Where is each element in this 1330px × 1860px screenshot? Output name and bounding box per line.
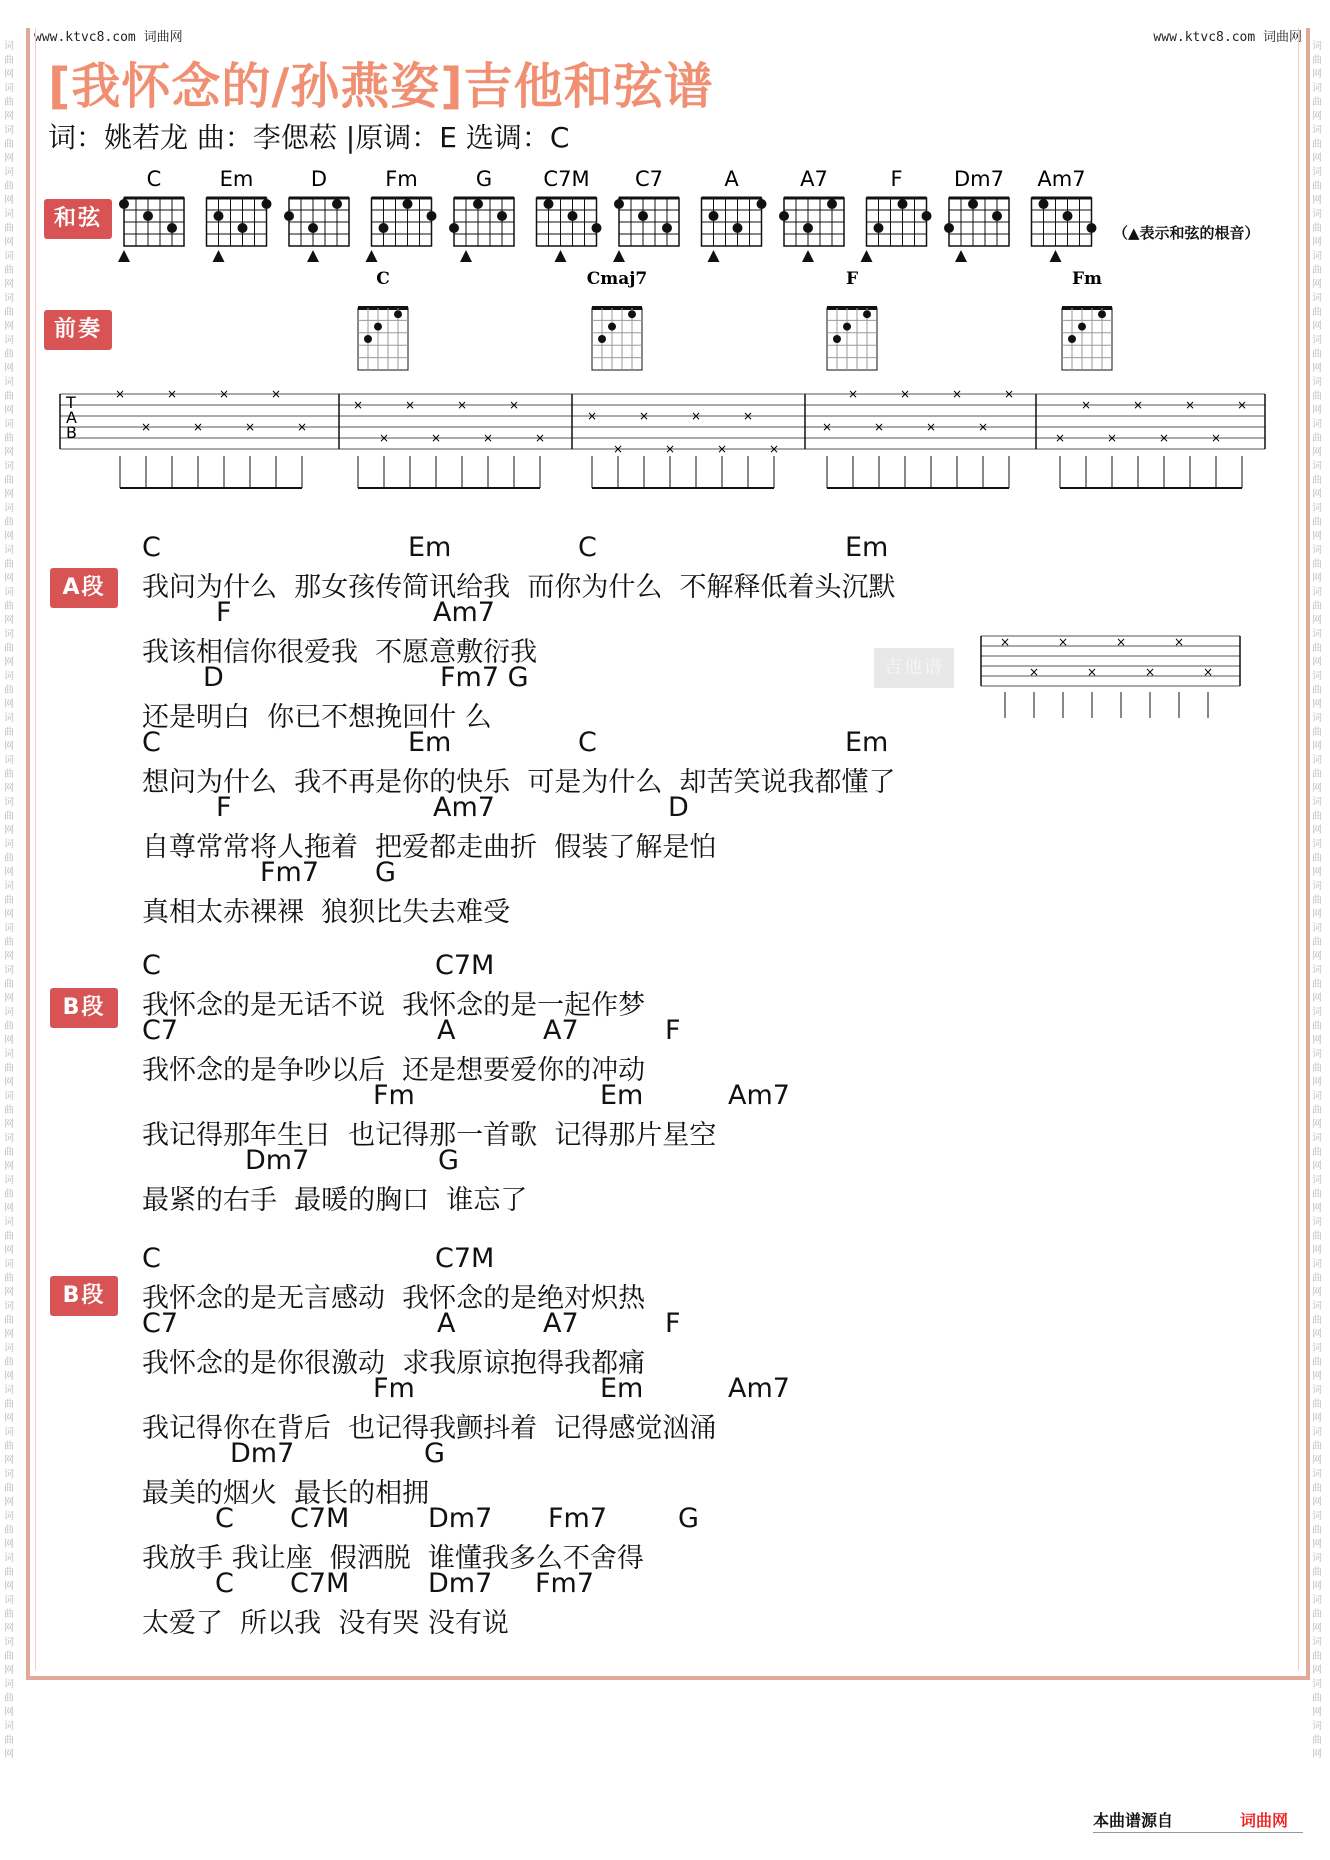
- tab-note: ×: [768, 442, 780, 456]
- tab-note: ×: [586, 409, 598, 423]
- finger-dot: [803, 223, 813, 233]
- strum-pattern-tab: [975, 628, 1245, 728]
- finger-dot: [608, 323, 616, 331]
- finger-dot: [284, 211, 294, 221]
- finger-dot: [364, 335, 372, 343]
- lyric-line: 我怀念的是无话不说 我怀念的是一起作梦: [142, 990, 646, 1021]
- chord-diagram: [284, 167, 349, 262]
- finger-dot: [262, 199, 272, 209]
- tab-note: ×: [690, 409, 702, 423]
- lyric-line: 我记得那年生日 也记得那一首歌 记得那片星空: [142, 1120, 717, 1151]
- chord-diagram: [861, 167, 932, 262]
- tab-note: ×: [352, 398, 364, 412]
- chord-label: Dm7: [428, 1503, 493, 1534]
- chord-label: Em: [600, 1080, 644, 1111]
- chord-diagram: [537, 167, 602, 262]
- tag-section-a: A段: [50, 568, 118, 608]
- chord-label: Fm7 G: [440, 662, 529, 693]
- chord-name: A: [724, 167, 739, 191]
- tab-note: ×: [378, 431, 390, 445]
- finger-dot: [308, 223, 318, 233]
- finger-dot: [944, 223, 954, 233]
- finger-dot: [598, 335, 606, 343]
- finger-dot: [628, 310, 636, 318]
- tab-clef: A: [66, 408, 77, 427]
- chord-name: Dm7: [954, 167, 1004, 191]
- tab-note: ×: [1132, 398, 1144, 412]
- lyric-line: 我放手 我让座 假洒脱 谁懂我多么不舍得: [142, 1543, 644, 1574]
- chord-label: C7M: [290, 1568, 350, 1599]
- chord-label: Am7: [433, 792, 495, 823]
- tab-note: ×: [1202, 665, 1214, 679]
- chord-label: C: [215, 1568, 234, 1599]
- intro-chord-name: F: [845, 269, 859, 289]
- finger-dot: [374, 323, 382, 331]
- tab-note: ×: [716, 442, 728, 456]
- tag-section-b-repeat: B段: [50, 1276, 118, 1316]
- chord-name: D: [310, 167, 328, 191]
- lyric-line: 还是明白 你已不想挽回什 么: [142, 702, 492, 733]
- tab-note: ×: [1236, 398, 1248, 412]
- tab-note: ×: [1003, 387, 1015, 401]
- chord-name: C: [146, 167, 162, 191]
- intro-chord-name: Cmaj7: [586, 269, 648, 289]
- finger-dot: [473, 199, 483, 209]
- chord-label: A7: [543, 1015, 579, 1046]
- header-site-right: www.ktvc8.com 词曲网: [1153, 30, 1302, 45]
- chord-label: F: [665, 1015, 681, 1046]
- chord-label: Fm7: [548, 1503, 608, 1534]
- finger-dot: [827, 199, 837, 209]
- tab-note: ×: [664, 442, 676, 456]
- chord-label: Fm: [373, 1080, 415, 1111]
- chord-label: C: [142, 727, 161, 758]
- finger-dot: [1078, 323, 1086, 331]
- chord-label: C7: [142, 1015, 179, 1046]
- chord-label: Em: [408, 727, 452, 758]
- finger-dot: [662, 223, 672, 233]
- chord-label: Dm7: [245, 1145, 310, 1176]
- chord-name: Em: [219, 167, 254, 191]
- chord-label: C: [215, 1503, 234, 1534]
- finger-dot: [757, 199, 767, 209]
- finger-dot: [1098, 310, 1106, 318]
- finger-dot: [143, 211, 153, 221]
- chord-label: C7M: [435, 950, 495, 981]
- finger-dot: [427, 211, 437, 221]
- tab-note: ×: [1173, 635, 1185, 649]
- tab-note: ×: [1080, 398, 1092, 412]
- tab-note: ×: [244, 420, 256, 434]
- finger-dot: [238, 223, 248, 233]
- chord-diagram: [366, 167, 437, 262]
- chord-name: C7M: [543, 167, 590, 191]
- tab-note: ×: [404, 398, 416, 412]
- finger-dot: [833, 335, 841, 343]
- finger-dot: [709, 211, 719, 221]
- chord-label: C: [578, 532, 597, 563]
- chord-label: A7: [543, 1308, 579, 1339]
- lyric-line: 自尊常常将人拖着 把爱都走曲折 假装了解是怕: [142, 832, 717, 863]
- intro-chord-diagram: [1062, 269, 1112, 370]
- finger-dot: [1063, 211, 1073, 221]
- finger-dot: [779, 211, 789, 221]
- finger-dot: [968, 199, 978, 209]
- chord-label: D: [203, 662, 224, 693]
- chord-label: C: [142, 950, 161, 981]
- chord-label: Fm: [373, 1373, 415, 1404]
- chord-label: Dm7: [230, 1438, 295, 1469]
- tab-note: ×: [296, 420, 308, 434]
- chord-label: C: [142, 1243, 161, 1274]
- tab-note: ×: [166, 387, 178, 401]
- chord-label: C: [142, 532, 161, 563]
- chord-label: G: [424, 1438, 445, 1469]
- finger-dot: [638, 211, 648, 221]
- finger-dot: [898, 199, 908, 209]
- finger-dot: [332, 199, 342, 209]
- page-title: [我怀念的/孙燕姿]吉他和弦谱: [48, 58, 714, 115]
- finger-dot: [1087, 223, 1097, 233]
- tab-note: ×: [1144, 665, 1156, 679]
- tab-note: ×: [1028, 665, 1040, 679]
- lyric-line: 我记得你在背后 也记得我颤抖着 记得感觉汹涌: [142, 1413, 717, 1444]
- tab-note: ×: [482, 431, 494, 445]
- intro-chord-name: C: [376, 269, 390, 289]
- chord-diagram: [702, 167, 767, 262]
- lyric-line: 我怀念的是无言感动 我怀念的是绝对炽热: [142, 1283, 646, 1314]
- tab-note: ×: [638, 409, 650, 423]
- lyric-line: 我怀念的是你很激动 求我原谅抱得我都痛: [142, 1348, 646, 1379]
- chord-diagram: [118, 167, 184, 262]
- tab-note: ×: [1057, 635, 1069, 649]
- chord-label: Fm7: [260, 857, 320, 888]
- tab-watermark: 吉他谱: [874, 648, 954, 688]
- tab-note: ×: [456, 398, 468, 412]
- intro-chord-diagram: [358, 269, 408, 370]
- finger-dot: [394, 310, 402, 318]
- chord-diagram: [449, 167, 514, 262]
- chord-diagram: [207, 167, 272, 262]
- tag-intro: 前奏: [44, 310, 112, 350]
- finger-dot: [1039, 199, 1049, 209]
- tab-note: ×: [140, 420, 152, 434]
- chord-label: Em: [845, 532, 889, 563]
- side-watermark-left: 词曲网词曲网词曲网词曲网词曲网词曲网词曲网词曲网词曲网词曲网词曲网词曲网词曲网词曲网词曲网词曲网词曲网词曲网词曲网词曲网词曲网词曲网词曲网词曲网词曲网词曲网词曲网词曲网词曲网词曲网词曲网词曲网词曲网词曲网词曲网词曲网词曲网词曲网词曲网词曲网词曲网: [4, 41, 14, 1760]
- chord-name: Am7: [1037, 167, 1086, 191]
- chord-name: A7: [800, 167, 828, 191]
- lyric-line: 我问为什么 那女孩传简讯给我 而你为什么 不解释低着头沉默: [142, 572, 896, 603]
- footer-source: 本曲谱源自: [1093, 1811, 1174, 1830]
- finger-dot: [119, 199, 129, 209]
- chord-label: Am7: [728, 1080, 790, 1111]
- finger-dot: [592, 223, 602, 233]
- lyric-line: 想问为什么 我不再是你的快乐 可是为什么 却苦笑说我都懂了: [142, 767, 896, 798]
- tab-note: ×: [1106, 431, 1118, 445]
- intro-tab: [0, 260, 1330, 510]
- chord-diagram: [779, 167, 844, 262]
- tab-note: ×: [192, 420, 204, 434]
- tab-note: ×: [1115, 635, 1127, 649]
- tag-section-b: B段: [50, 988, 118, 1028]
- lyric-line: 我该相信你很爱我 不愿意敷衍我: [142, 637, 538, 668]
- tab-note: ×: [430, 431, 442, 445]
- tab-note: ×: [1184, 398, 1196, 412]
- finger-dot: [568, 211, 578, 221]
- finger-dot: [614, 199, 624, 209]
- footer-rule: [1093, 1832, 1303, 1833]
- chord-label: Am7: [728, 1373, 790, 1404]
- lyric-line: 我怀念的是争吵以后 还是想要爱你的冲动: [142, 1055, 646, 1086]
- side-watermark-right: 词曲网词曲网词曲网词曲网词曲网词曲网词曲网词曲网词曲网词曲网词曲网词曲网词曲网词曲网词曲网词曲网词曲网词曲网词曲网词曲网词曲网词曲网词曲网词曲网词曲网词曲网词曲网词曲网词曲网词曲网词曲网词曲网词曲网词曲网词曲网词曲网词曲网词曲网词曲网词曲网词曲网: [1312, 41, 1322, 1760]
- tab-note: ×: [847, 387, 859, 401]
- finger-dot: [733, 223, 743, 233]
- intro-chord-diagram: [827, 269, 877, 370]
- chord-label: F: [665, 1308, 681, 1339]
- finger-dot: [863, 310, 871, 318]
- tab-note: ×: [742, 409, 754, 423]
- finger-dot: [497, 211, 507, 221]
- chord-label: F: [216, 792, 232, 823]
- tab-note: ×: [270, 387, 282, 401]
- tab-note: ×: [873, 420, 885, 434]
- tab-note: ×: [1158, 431, 1170, 445]
- chord-label: G: [438, 1145, 459, 1176]
- root-note-legend: （▲表示和弦的根音）: [1113, 224, 1260, 242]
- tab-clef: T: [66, 393, 76, 412]
- tab-clef: B: [66, 423, 77, 442]
- lyric-line: 最紧的右手 最暖的胸口 谁忘了: [142, 1185, 528, 1216]
- finger-dot: [922, 211, 932, 221]
- tab-note: ×: [534, 431, 546, 445]
- finger-dot: [874, 223, 884, 233]
- chord-label: C: [578, 727, 597, 758]
- footer-site: 词曲网: [1240, 1811, 1289, 1830]
- chord-label: G: [678, 1503, 699, 1534]
- finger-dot: [449, 223, 459, 233]
- header-site-left: www.ktvc8.com 词曲网: [34, 30, 183, 45]
- tab-note: ×: [999, 635, 1011, 649]
- chord-diagram: [613, 167, 679, 262]
- finger-dot: [403, 199, 413, 209]
- chord-label: Fm7: [535, 1568, 595, 1599]
- lyric-line: 太爱了 所以我 没有哭 没有说: [142, 1608, 509, 1639]
- tag-chords: 和弦: [44, 199, 112, 239]
- chord-label: A: [437, 1308, 456, 1339]
- lyric-line: 真相太赤裸裸 狼狈比失去难受: [142, 897, 511, 928]
- lyric-line: 最美的烟火 最长的相拥: [142, 1478, 430, 1509]
- finger-dot: [214, 211, 224, 221]
- tab-note: ×: [977, 420, 989, 434]
- tab-note: ×: [899, 387, 911, 401]
- chord-label: Em: [845, 727, 889, 758]
- intro-chord-name: Fm: [1071, 269, 1103, 289]
- chord-name: G: [475, 167, 493, 191]
- chord-label: A: [437, 1015, 456, 1046]
- chord-diagram: [944, 167, 1009, 262]
- chord-label: C7: [142, 1308, 179, 1339]
- finger-dot: [167, 223, 177, 233]
- tab-note: ×: [612, 442, 624, 456]
- finger-dot: [992, 211, 1002, 221]
- tab-note: ×: [951, 387, 963, 401]
- chord-label: Dm7: [428, 1568, 493, 1599]
- tab-note: ×: [1054, 431, 1066, 445]
- chord-label: C7M: [435, 1243, 495, 1274]
- tab-note: ×: [1210, 431, 1222, 445]
- chord-name: C7: [634, 167, 664, 191]
- tab-note: ×: [508, 398, 520, 412]
- chord-label: G: [375, 857, 396, 888]
- finger-dot: [544, 199, 554, 209]
- finger-dot: [843, 323, 851, 331]
- chord-label: C7M: [290, 1503, 350, 1534]
- chord-diagram: [1032, 167, 1097, 262]
- intro-chord-diagram: [587, 269, 648, 370]
- tab-note: ×: [114, 387, 126, 401]
- finger-dot: [1068, 335, 1076, 343]
- chord-label: F: [216, 597, 232, 628]
- tab-note: ×: [218, 387, 230, 401]
- chord-label: Em: [600, 1373, 644, 1404]
- song-meta: 词：姚若龙 曲：李偲菘 |原调：E 选调：C: [48, 121, 570, 154]
- chord-name: F: [890, 167, 903, 191]
- tab-note: ×: [821, 420, 833, 434]
- chord-label: Em: [408, 532, 452, 563]
- tab-note: ×: [925, 420, 937, 434]
- chord-label: D: [668, 792, 689, 823]
- finger-dot: [379, 223, 389, 233]
- chord-label: Am7: [433, 597, 495, 628]
- chord-name: Fm: [385, 167, 418, 191]
- tab-note: ×: [1086, 665, 1098, 679]
